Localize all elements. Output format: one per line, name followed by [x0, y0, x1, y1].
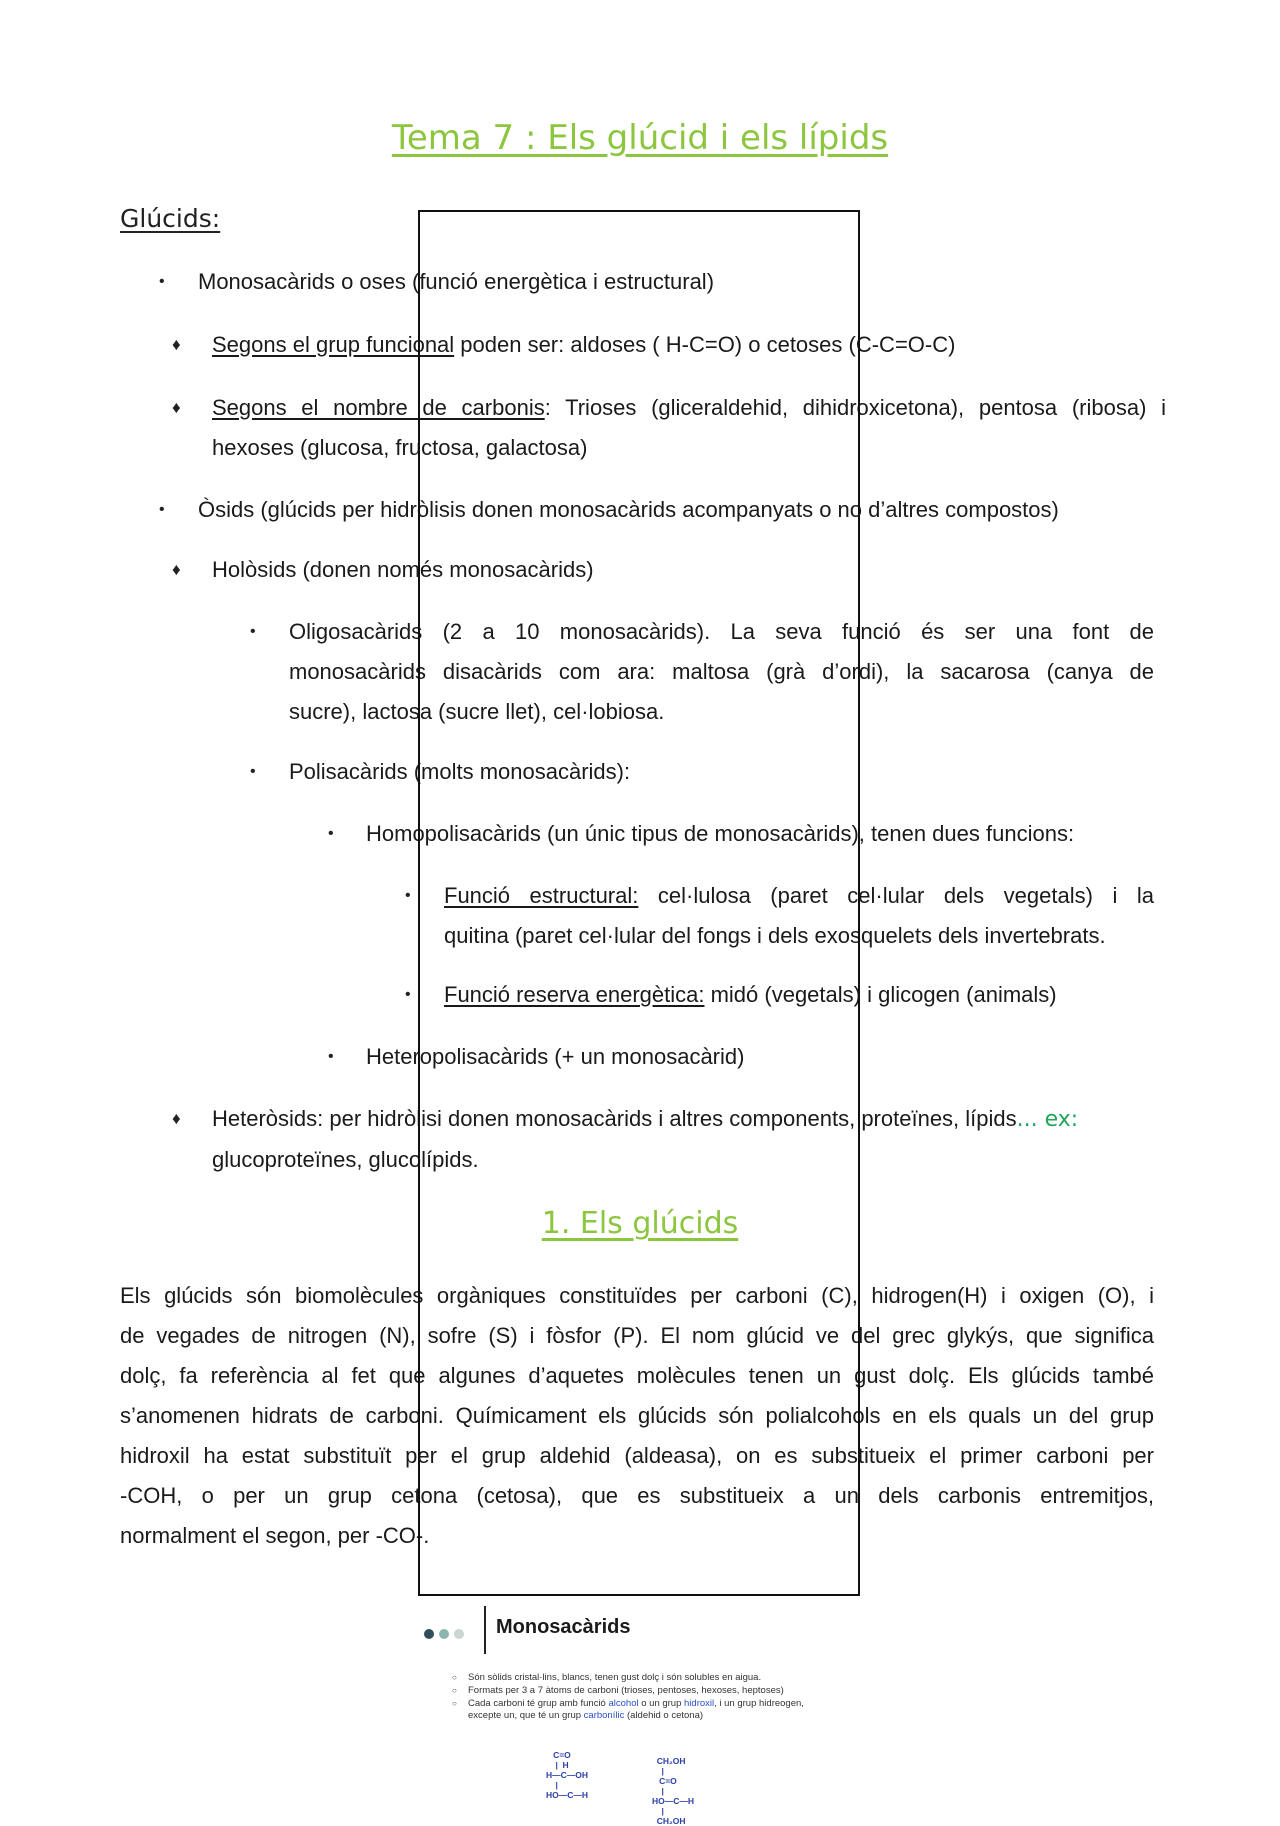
- paragraph-line: dolç, fa referència al fet que algunes d’aquetes molècules tenen un gust dolç. Els glúcids també: [120, 1363, 1154, 1388]
- item-homopolisacarids: Homopolisacàrids (un únic tipus de monosacàrids), tenen dues funcions:: [366, 821, 1075, 846]
- slide-bullet: ○ Són sòlids cristal·lins, blancs, tenen gust dolç i són solubles en aigua.: [452, 1672, 812, 1684]
- bullet-diamond: ♦: [172, 335, 181, 354]
- item-heterosids: [212, 1099, 1166, 1180]
- label-nombre-carbonis: Segons el nombre de carbonis: [212, 395, 545, 420]
- text-funcio-reserva: midó (vegetals) i glicogen (animals): [704, 982, 1057, 1007]
- text-heterosids-ex: ... ex:: [1016, 1107, 1079, 1132]
- slide-bullet: ○ Formats per 3 a 7 àtoms de carboni (trioses, pentoses, hexoses, heptoses): [452, 1685, 812, 1697]
- line-heterosids-2: glucoproteïnes, glucolípids.: [212, 1147, 479, 1172]
- slide-dot: [439, 1629, 449, 1639]
- paragraph-line: de vegades de nitrogen (N), sofre (S) i fòsfor (P). El nom glúcid ve del grec glykýs, que significa: [120, 1323, 1154, 1348]
- text-grup-funcional: poden ser: aldoses ( H-C=O) o cetoses (C-C=O-C): [454, 332, 956, 357]
- line-oligo-1: Oligosacàrids (2 a 10 monosacàrids). La seva funció és ser una font de: [289, 619, 1154, 644]
- slide-divider: [484, 1606, 486, 1654]
- item-holosids: Holòsids (donen només monosacàrids): [212, 557, 594, 582]
- slide-bullet: ○ Cada carboni té grup amb funció alcohol o un grup hidroxil, i un grup hidreogen, excepte un, que té un grup carbonílic (aldehid o cetona): [452, 1698, 812, 1722]
- paragraph-line: hidroxil ha estat substituït per el grup aldehid (aldeasa), on es substitueix el primer carboni per: [120, 1443, 1154, 1468]
- bullet-diamond: ♦: [172, 560, 181, 579]
- item-heteropolisacarids: Heteropolisacàrids (+ un monosacàrid): [366, 1044, 745, 1069]
- paragraph-line: -COH, o per un grup cetona (cetosa), que es substitueix a un dels carbonis entremitjos,: [120, 1483, 1154, 1508]
- slide-dot: [424, 1629, 434, 1639]
- line-heterosids-1: [212, 1099, 1166, 1140]
- slide-dots: [424, 1626, 469, 1644]
- bullet-dot: •: [250, 623, 256, 640]
- paragraph-line: Els glúcids són biomolècules orgàniques constituïdes per carboni (C), hidrogen(H) i oxigen (O), i: [120, 1283, 1154, 1308]
- aldose-structure-formula: C=O | H H—C—OH | HO—C—H: [546, 1750, 589, 1800]
- item-osids: Òsids (glúcids per hidròlisis donen monosacàrids acompanyats o no d’altres compostos): [198, 497, 1059, 522]
- item-polisacarids: Polisacàrids (molts monosacàrids):: [289, 759, 631, 784]
- item-grup-funcional: [212, 325, 955, 365]
- paragraph-line: s’anomenen hidrats de carboni. Químicament els glúcids són polialcohols en els quals un del grup: [120, 1403, 1154, 1428]
- item-funcio-estructural: [444, 876, 1154, 956]
- bullet-dot: •: [328, 1048, 334, 1065]
- item-oligosacarids: [289, 612, 1154, 732]
- bullet-dot: •: [159, 273, 165, 290]
- slide-dot: [454, 1629, 464, 1639]
- bullet-dot: •: [328, 825, 334, 842]
- label-funcio-estructural: Funció estructural:: [444, 883, 639, 908]
- document-title: Tema 7 : Els glúcid i els lípids: [391, 118, 889, 158]
- bullet-dot: •: [405, 887, 411, 904]
- slide-title: Monosacàrids: [496, 1616, 631, 1638]
- line-carbonis-1: [212, 388, 1166, 428]
- line-estructural-1: [444, 876, 1154, 916]
- ketose-structure-formula: CH₂OH | C=O | HO—C—H | CH₂OH: [652, 1756, 695, 1826]
- bullet-dot: •: [159, 501, 165, 518]
- text-carbonis-1: : Trioses (gliceraldehid, dihidroxicetona), pentosa (ribosa) i: [544, 395, 1166, 420]
- label-funcio-reserva: Funció reserva energètica:: [444, 982, 705, 1007]
- bullet-dot: •: [250, 763, 256, 780]
- bullet-dot: •: [405, 986, 411, 1003]
- embedded-slide-image: [418, 1604, 860, 1826]
- bullet-diamond: ♦: [172, 398, 181, 417]
- line-carbonis-2: hexoses (glucosa, fructosa, galactosa): [212, 435, 588, 460]
- bullet-diamond: ♦: [172, 1109, 181, 1128]
- text-estructural-1: cel·lulosa (paret cel·lular dels vegetals) i la: [638, 883, 1154, 908]
- item-funcio-reserva: [444, 975, 1057, 1015]
- slide-bullet-list: [452, 1672, 812, 1723]
- paragraph-line: normalment el segon, per -CO-.: [120, 1523, 430, 1548]
- item-monosacarids: Monosacàrids o oses (funció energètica i estructural): [198, 269, 715, 294]
- section-heading-glucids: Glúcids:: [120, 204, 221, 233]
- item-nombre-carbonis: [212, 388, 1166, 468]
- line-oligo-2: monosacàrids disacàrids com ara: maltosa (grà d’ordi), la sacarosa (canya de: [289, 659, 1154, 684]
- line-oligo-3: sucre), lactosa (sucre llet), cel·lobiosa.: [289, 699, 665, 724]
- text-heterosids-1: Heteròsids: per hidròlisi donen monosacàrids i altres components, proteïnes, lípids: [212, 1106, 1017, 1131]
- label-grup-funcional: Segons el grup funcional: [212, 332, 455, 357]
- intro-paragraph: [120, 1276, 1154, 1556]
- line-estructural-2: quitina (paret cel·lular del fongs i dels exosquelets dels invertebrats.: [444, 923, 1106, 948]
- section-heading-1: 1. Els glúcids: [541, 1206, 739, 1241]
